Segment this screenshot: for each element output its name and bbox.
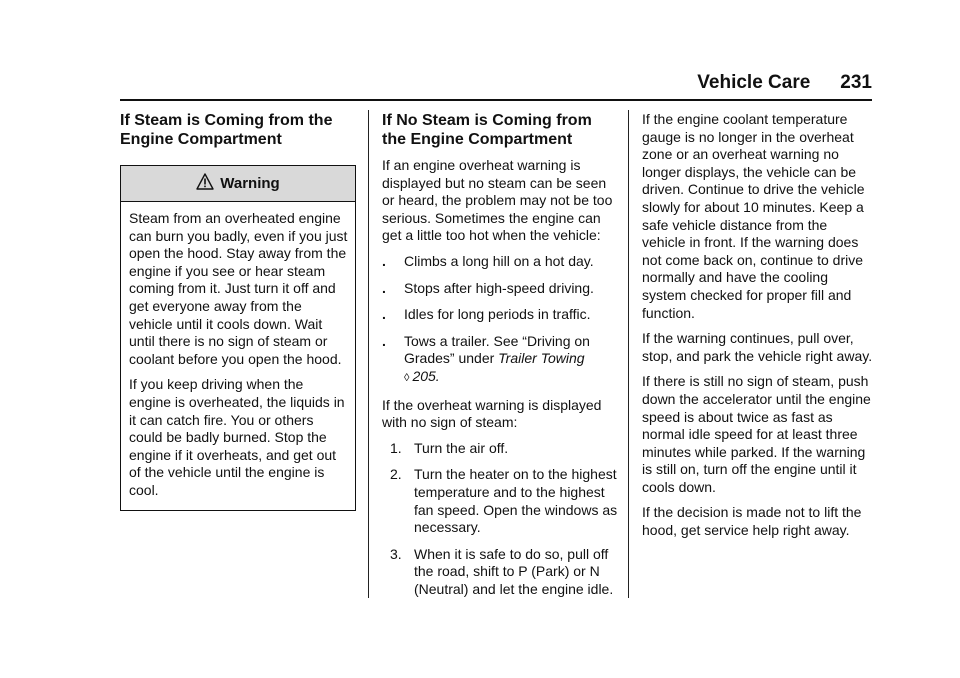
- list-item: [382, 253, 618, 271]
- column-middle: [382, 111, 618, 607]
- body-paragraph: If there is still no sign of steam, push down the accelerator until the engine speed is about twice as fast as normal idle speed for at least three minutes while parked. If the warning is still on, turn off the engine until it cools down.: [642, 373, 871, 495]
- column-divider: [628, 110, 629, 598]
- step-list: [382, 440, 618, 599]
- step-number: 1.: [390, 439, 402, 456]
- list-item-text: Climbs a long hill on a hot day.: [404, 252, 594, 269]
- page-number: 231: [840, 72, 872, 93]
- warning-header: [121, 166, 355, 202]
- step-text: Turn the air off.: [414, 439, 509, 456]
- warning-title: Warning: [220, 174, 280, 192]
- list-item-text: Tows a trailer. See “Driving on Grades” under: [404, 332, 590, 367]
- body-paragraph: If the warning continues, pull over, stop, and park the vehicle right away.: [642, 330, 873, 364]
- bullet: .: [382, 332, 386, 349]
- step-item: [382, 546, 618, 599]
- list-item: [382, 280, 618, 298]
- warning-paragraph: Steam from an overheated engine can burn you badly, even if you just open the hood. Stay away from the engine if you see or hear steam coming from it. Just turn it off and get everyone away from the vehicle until it cools down. Wait until there is no sign of steam or coolant before you open the hood.: [129, 210, 348, 367]
- warning-paragraph: If you keep driving when the engine is overheated, the liquids in it can catch fire. You or others could be badly burned. Stop the engine if it overheats, and get out of the vehicle until the engine is cool.: [129, 376, 345, 498]
- column-right: [642, 111, 874, 548]
- body-paragraph: If the decision is made not to lift the hood, get service help right away.: [642, 504, 862, 539]
- warning-box: [120, 165, 356, 511]
- list-item: . Tows a trailer. See “Driving on Grades” under Trailer Towing ◊ 205.: [382, 332, 590, 384]
- bullet: .: [382, 252, 386, 269]
- warning-icon: [196, 173, 214, 195]
- step-item: [382, 440, 618, 458]
- header-divider: [120, 99, 872, 101]
- lead-paragraph: If the overheat warning is displayed with no sign of steam:: [382, 396, 602, 431]
- column-left: [120, 111, 356, 511]
- step-number: 3.: [390, 545, 402, 562]
- list-item: [382, 306, 618, 324]
- condition-list: [382, 253, 618, 388]
- bullet: .: [382, 306, 386, 323]
- bullet: .: [382, 279, 386, 296]
- step-text: Turn the heater on to the highest temperature and to the highest fan speed. Open the windows as necessary.: [414, 466, 618, 536]
- page-header: [697, 70, 872, 96]
- list-item-text: Idles for long periods in traffic.: [404, 306, 591, 323]
- page-reference-icon: ◊: [404, 371, 410, 384]
- intro-paragraph: If an engine overheat warning is displayed but no steam can be seen or heard, the problem may not be too serious. Sometimes the engine can get a little too hot when the vehicle:: [382, 157, 613, 244]
- step-text: When it is safe to do so, pull off the road, shift to P (Park) or N (Neutral) and let the engine idle.: [414, 545, 614, 597]
- section-heading: If No Steam is Coming from the Engine Compartment: [382, 112, 592, 148]
- step-number: 2.: [390, 466, 402, 483]
- warning-body: [121, 202, 355, 510]
- page-reference[interactable]: 205: [412, 367, 436, 384]
- section-title: Vehicle Care: [697, 72, 811, 93]
- column-divider: [368, 110, 369, 598]
- body-paragraph: If the engine coolant temperature gauge is no longer in the overheat zone or an overheat warning no longer displays, the vehicle can be driven. Continue to drive the vehicle slowly for about 10 minutes. Keep a safe vehicle distance from the vehicle in front. If the warning does not come back on, continue to drive normally and have the cooling system checked for proper fill and function.: [642, 111, 865, 321]
- section-heading: If Steam is Coming from the Engine Compartment: [120, 112, 333, 148]
- cross-reference-link[interactable]: Trailer Towing: [498, 350, 585, 367]
- step-item: [382, 466, 618, 536]
- list-item-text: Stops after high-speed driving.: [404, 279, 594, 296]
